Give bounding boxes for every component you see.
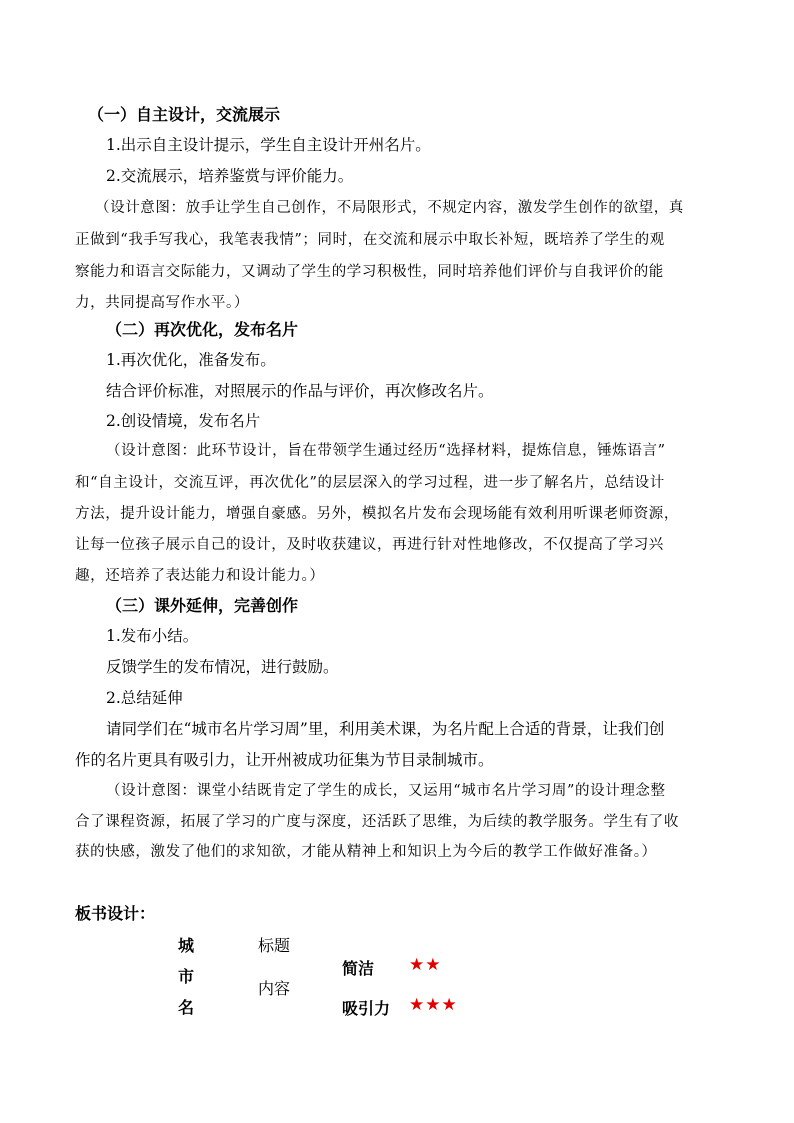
board-attractive-label: 吸引力 [342,999,391,1018]
section3-note-line: 获的快感，激发了他们的求知欲，才能从精神上和知识上为今后的教学工作做好准备。） [75,844,657,860]
section2-note-line: （设计意图：此环节设计，旨在带领学生通过经历“选择材料，提炼信息，锤炼语言” [106,443,666,459]
board-concise-stars-icon: ★★ [409,955,442,975]
section3-item2-detail-line: 作的名片更具有吸引力，让开州被成功征集为节目录制城市。 [75,751,494,769]
board-vertical-char: 城 [178,936,195,955]
section3-item1: 1.发布小结。 [106,627,199,645]
section3-item2: 2.总结延伸 [106,689,183,707]
section1-heading: （一）自主设计，交流展示 [88,105,281,124]
section2-item1: 1.再次优化，准备发布。 [106,351,276,369]
board-attractive-stars-icon: ★★★ [409,995,458,1015]
section1-note-line: 察能力和语言交际能力，又调动了学生的学习积极性，同时培养他们评价与自我评价的能 [75,264,664,280]
section1-note-line: 力，共同提高写作水平。） [75,295,249,311]
section1-item2: 2.交流展示，培养鉴赏与评价能力。 [106,167,354,185]
board-content-item: 内容 [258,979,291,998]
section2-item1-detail: 结合评价标准，对照展示的作品与评价，再次修改名片。 [106,382,494,400]
board-concise-label: 简洁 [342,959,375,978]
section2-note-line: 方法，提升设计能力，增强自豪感。另外，模拟名片发布会现场能有效利用听课老师资源， [75,506,679,522]
section1-note-line: 正做到“我手写我心，我笔表我情”；同时，在交流和展示中取长补短，既培养了学生的观 [75,232,665,248]
section3-heading: （三）课外延伸，完善创作 [106,596,299,615]
section2-heading: （二）再次优化，发布名片 [106,320,299,339]
section3-item2-detail-line: 请同学们在“城市名片学习周”里，利用美术课，为名片配上合适的背景，让我们创 [106,720,665,738]
section3-item1-detail: 反馈学生的发布情况，进行鼓励。 [106,658,339,676]
board-design-label: 板书设计： [75,904,156,923]
section3-note-line: （设计意图：课堂小结既肯定了学生的成长，又运用“城市名片学习周”的设计理念整 [106,783,666,799]
section2-note-line: 让每一位孩子展示自己的设计，及时收获建议，再进行针对性地修改，不仅提高了学习兴 [75,537,664,553]
section2-note-line: 和“自主设计，交流互评，再次优化”的层层深入的学习过程，进一步了解名片，总结设计 [75,475,665,491]
section3-note-line: 合了课程资源，拓展了学习的广度与深度，还活跃了思维，为后续的教学服务。学生有了收 [75,814,679,830]
section2-note-line: 趣，还培养了表达能力和设计能力。） [75,568,325,584]
section1-note-line: （设计意图：放手让学生自己创作，不局限形式，不规定内容，激发学生创作的欲望，真 [95,200,684,216]
board-vertical-char: 市 [178,967,195,986]
board-vertical-char: 名 [178,998,195,1017]
board-title-item: 标题 [258,936,291,955]
section1-item1: 1.出示自主设计提示，学生自主设计开州名片。 [106,136,431,154]
section2-item2: 2.创设情境，发布名片 [106,412,261,430]
